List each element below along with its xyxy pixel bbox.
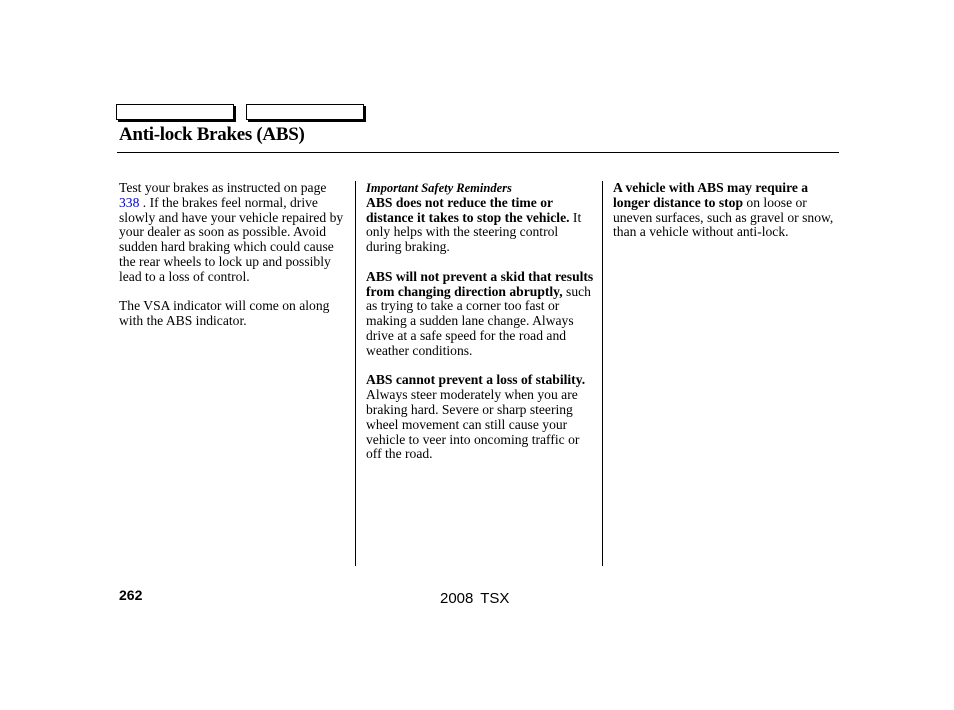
paragraph-abs-stop [366,181,594,255]
paragraph-text: on loose or uneven surfaces, such as gravel or snow, than a vehicle without anti-lock. [613,194,834,240]
paragraph-vsa-indicator: The VSA indicator will come on along with the ABS indicator. [119,298,330,329]
column-divider [355,181,356,566]
page-title: Anti-lock Brakes (ABS) [119,124,305,145]
bold-lead: A vehicle with ABS may require a longer distance to stop [613,180,809,210]
column-divider [602,181,603,566]
paragraph-text: It only helps with the steering control during braking. [366,209,582,255]
paragraph-text: Always steer moderately when you are braking hard. Severe or sharp steering wheel movement can still cause your vehicle to veer into oncoming traffic or off the road. [366,387,580,462]
bold-lead: ABS will not prevent a skid that results from changing direction abruptly, [366,268,594,299]
paragraph-text: such as trying to take a corner too fast or making a sudden lane change. Always drive at a safe speed for the road and weather conditions. [366,283,591,358]
column-2 [366,181,594,477]
paragraph-abs-skid [366,270,594,359]
bold-lead: ABS cannot prevent a loss of stability. [366,372,586,388]
paragraph-text: . If the brakes feel normal, drive slowly and have your vehicle repaired by your dealer as soon as possible. Avoid sudden hard braking which could cause the rear wheels to lock up and possibly lead to a loss of control. [119,194,344,284]
section-heading: Important Safety Reminders [366,181,512,195]
bold-lead: ABS does not reduce the time or distance it takes to stop the vehicle. [366,194,570,225]
page-number: 262 [119,587,143,603]
column-1 [119,181,347,344]
paragraph-abs-stability [366,373,594,462]
page-link-338[interactable]: 338 [119,194,140,210]
nav-button-next[interactable] [246,104,364,120]
paragraph-test-brakes [119,181,347,285]
title-divider [117,152,839,153]
column-3 [613,181,839,255]
footer-model: 2008 TSX [440,590,510,607]
paragraph-text: Test your brakes as instructed on page [119,180,327,195]
paragraph-stop-distance [613,181,839,240]
nav-button-previous[interactable] [116,104,234,120]
